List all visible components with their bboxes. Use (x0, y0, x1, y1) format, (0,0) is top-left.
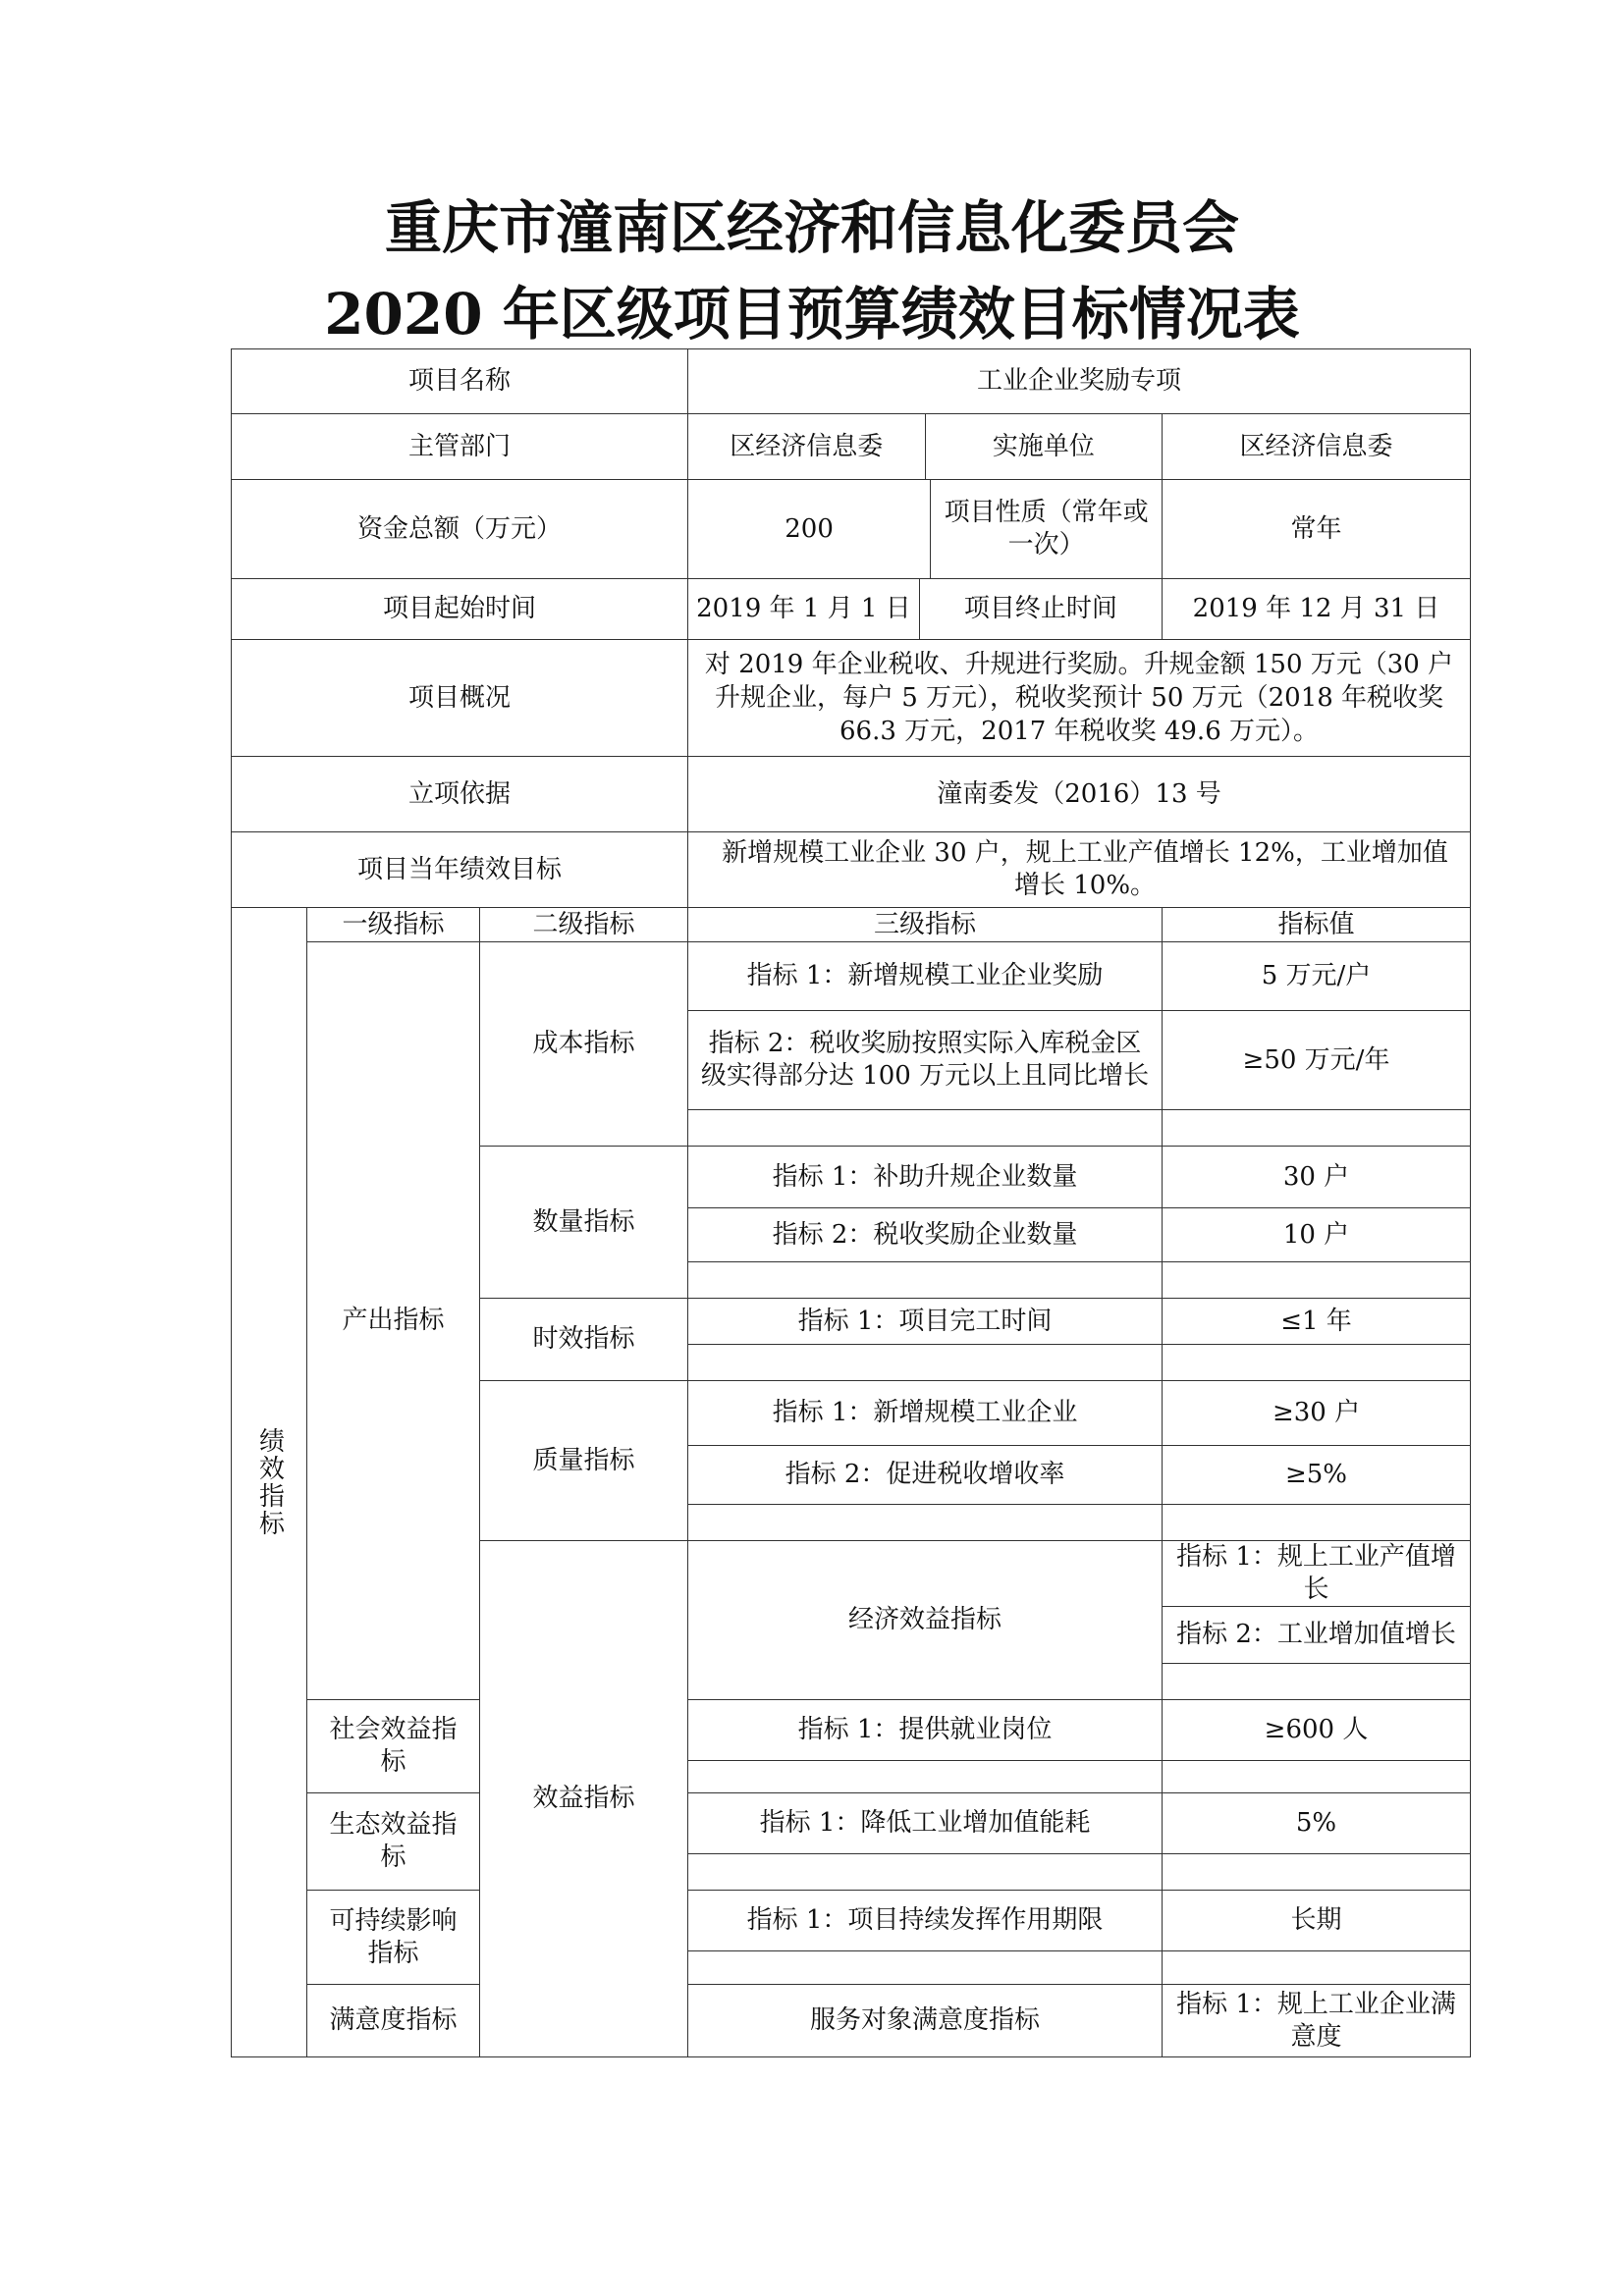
indicator-value: ≥30 户 (1163, 1381, 1471, 1446)
indicator-value: 10 户 (1163, 1208, 1471, 1262)
table-row (232, 1891, 1471, 1951)
indicator-name: 指标 1：规上工业企业满意度 (1163, 1985, 1471, 2057)
indicator-name: 指标 1：新增规模工业企业 (688, 1381, 1163, 1446)
table-row (232, 942, 1471, 1011)
satisfaction-indicator-label: 满意度指标 (307, 1985, 480, 2057)
indicator-value: ≥600 人 (1163, 1700, 1471, 1761)
unit-label: 实施单位 (992, 431, 1095, 461)
indicator-value: 30 户 (1163, 1147, 1471, 1208)
indicator-value: ≤1 年 (1163, 1299, 1471, 1345)
section-label-performance-indicators: 绩效指标 (232, 908, 307, 2057)
indicator-value: 5 万元/户 (1163, 942, 1471, 1011)
project-name-label: 项目名称 (232, 349, 688, 414)
indicator-value: 长期 (1163, 1891, 1471, 1951)
nature-value: 常年 (1163, 480, 1471, 579)
economic-indicator-label: 经济效益指标 (688, 1541, 1163, 1700)
start-label: 项目起始时间 (232, 579, 688, 640)
table-row (232, 1985, 1471, 2057)
output-indicator-label: 产出指标 (307, 942, 480, 1700)
indicator-name: 指标 2：税收奖励按照实际入库税金区级实得部分达 100 万元以上且同比增长 (688, 1011, 1163, 1110)
fund-label: 资金总额（万元） (232, 480, 688, 579)
row-department (232, 414, 1471, 480)
row-overview (232, 640, 1471, 757)
cost-indicator-label: 成本指标 (480, 942, 688, 1147)
basis-text: 潼南委发（2016）13 号 (688, 757, 1471, 832)
page-subtitle: 2020 年区级项目预算绩效目标情况表 (324, 281, 1300, 347)
sustainable-indicator-label: 可持续影响指标 (307, 1891, 480, 1985)
row-fund (232, 480, 1471, 579)
header-value: 指标值 (1163, 908, 1471, 942)
indicator-name: 指标 1：项目完工时间 (688, 1299, 1163, 1345)
goal-text: 新增规模工业企业 30 户，规上工业产值增长 12%，工业增加值增长 10%。 (688, 832, 1471, 908)
indicator-name: 指标 2：工业增加值增长 (1163, 1607, 1471, 1664)
table-row (232, 1793, 1471, 1854)
quantity-indicator-label: 数量指标 (480, 1147, 688, 1299)
indicator-name: 指标 1：降低工业增加值能耗 (688, 1793, 1163, 1854)
overview-text: 对 2019 年企业税收、升规进行奖励。升规金额 150 万元（30 户升规企业，每户 5 万元），税收奖预计 50 万元（2018 年税收奖 66.3 万元，2017 年税收奖 49.6 万元）。 (688, 640, 1471, 757)
fund-value: 200 (688, 480, 931, 578)
indicator-name: 指标 1：项目持续发挥作用期限 (688, 1891, 1163, 1951)
indicator-name: 指标 1：提供就业岗位 (688, 1700, 1163, 1761)
table-row (232, 1700, 1471, 1761)
indicator-name: 指标 2：税收奖励企业数量 (688, 1208, 1163, 1262)
social-indicator-label: 社会效益指标 (307, 1700, 480, 1793)
project-name-value: 工业企业奖励专项 (688, 349, 1471, 414)
indicator-value: ≥5% (1163, 1446, 1471, 1505)
header-level3: 三级指标 (688, 908, 1163, 942)
service-indicator-label: 服务对象满意度指标 (688, 1985, 1163, 2057)
dept-value: 区经济信息委 (688, 414, 925, 479)
header-level2: 二级指标 (480, 908, 688, 942)
indicator-name: 指标 1：补助升规企业数量 (688, 1147, 1163, 1208)
row-basis (232, 757, 1471, 832)
indicator-value: 5% (1163, 1793, 1471, 1854)
indicator-name: 指标 1：新增规模工业企业奖励 (688, 942, 1163, 1011)
indicator-name: 指标 1：规上工业产值增长 (1163, 1541, 1471, 1607)
row-goal (232, 832, 1471, 908)
start-value: 2019 年 1 月 1 日 (688, 579, 919, 639)
overview-label: 项目概况 (232, 640, 688, 757)
end-value: 2019 年 12 月 31 日 (1163, 579, 1471, 640)
unit-value: 区经济信息委 (1163, 414, 1471, 480)
timeliness-indicator-label: 时效指标 (480, 1299, 688, 1381)
end-label: 项目终止时间 (963, 594, 1117, 623)
row-project-name (232, 349, 1471, 414)
indicator-value: ≥50 万元/年 (1163, 1011, 1471, 1110)
indicator-header-row (232, 908, 1471, 942)
goal-label: 项目当年绩效目标 (232, 832, 688, 908)
performance-table (231, 348, 1471, 2057)
header-level1: 一级指标 (307, 908, 480, 942)
page-title: 重庆市潼南区经济和信息化委员会 (384, 194, 1239, 261)
benefit-indicator-label: 效益指标 (480, 1541, 688, 2057)
row-dates (232, 579, 1471, 640)
basis-label: 立项依据 (232, 757, 688, 832)
indicator-name: 指标 2：促进税收增收率 (688, 1446, 1163, 1505)
quality-indicator-label: 质量指标 (480, 1381, 688, 1541)
dept-label: 主管部门 (232, 414, 688, 480)
nature-label: 项目性质（常年或一次） (944, 498, 1149, 560)
ecological-indicator-label: 生态效益指标 (307, 1793, 480, 1891)
